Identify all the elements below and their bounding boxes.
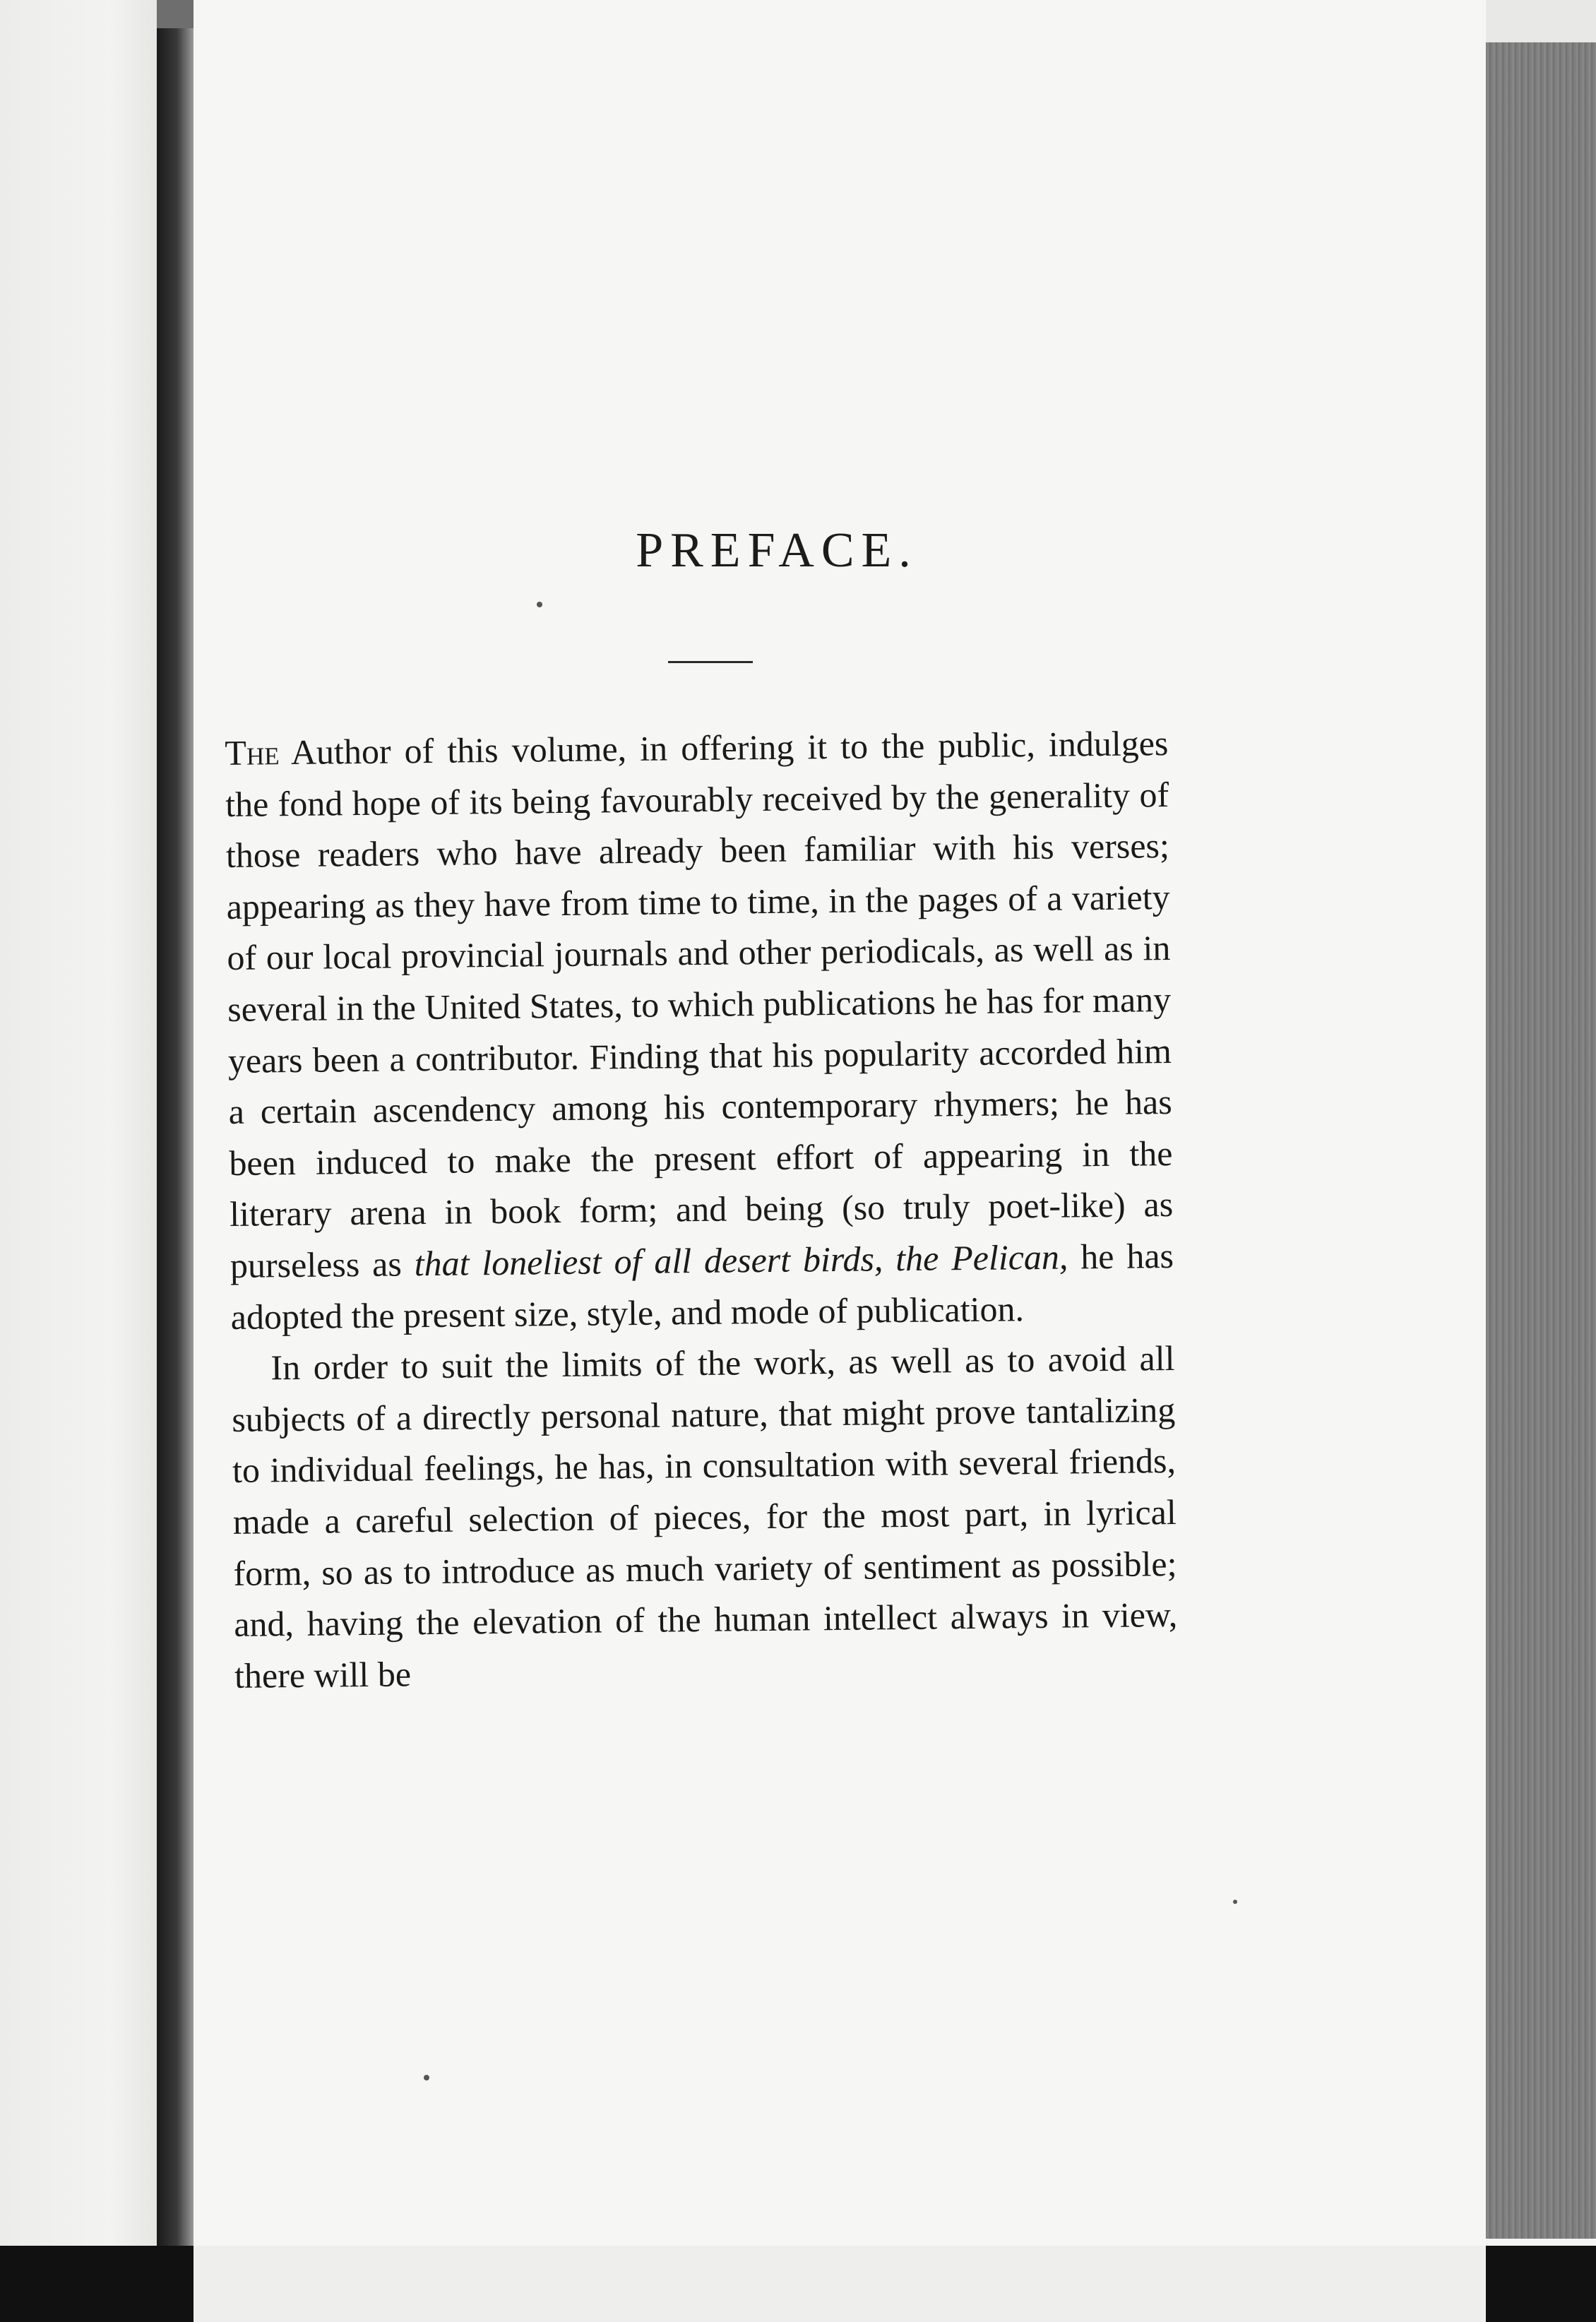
preface-text xyxy=(225,718,1178,1701)
paragraph-lead: The xyxy=(225,732,280,773)
left-page-edge xyxy=(0,0,157,2322)
gutter-top xyxy=(157,0,193,28)
book-gutter xyxy=(157,28,193,2246)
paragraph-1-text-b: he has adopted the present size, style, and mode of publication. xyxy=(230,1235,1174,1337)
ink-speck xyxy=(424,2075,429,2080)
page-title: PREFACE. xyxy=(636,523,918,578)
page-bottom xyxy=(193,2246,1486,2322)
paragraph-1-italic: that loneliest of all desert birds, the Pelican, xyxy=(414,1237,1068,1284)
page-stack-edge xyxy=(1486,42,1596,2239)
paragraph-2: In order to suit the limits of the work, as well as to avoid all subjects of a directly personal nature, that might prove tantalizing to individual feelings, he has, in consultation with several friends, made a careful selection of pieces, for the most part, in lyrical form, so as to introduce as much variety of sentiment as possible; and, having the elevation of the human intellect always in view, there will be xyxy=(231,1338,1178,1696)
ink-speck xyxy=(1233,1900,1237,1904)
title-rule xyxy=(668,661,753,663)
paragraph-1 xyxy=(225,718,1174,1342)
ink-speck xyxy=(537,602,542,607)
right-edge-top xyxy=(1486,0,1596,42)
paragraph-1-text-a: Author of this volume, in offering it to the public, indulges the fond hope of its being favourably received by the generality of those readers who have already been familiar with his verses; appearing as they have from time to time, in the pages of a variety of our local provincial journals and other periodicals, as well as in several in the United States, to which publications he has for many years been a contributor. Finding that his popularity accorded him a certain ascendency among his contemporary rhymers; he has been induced to make the present effort of appearing in the literary arena in book form; and being (so truly poet-like) as purseless as xyxy=(225,723,1174,1285)
